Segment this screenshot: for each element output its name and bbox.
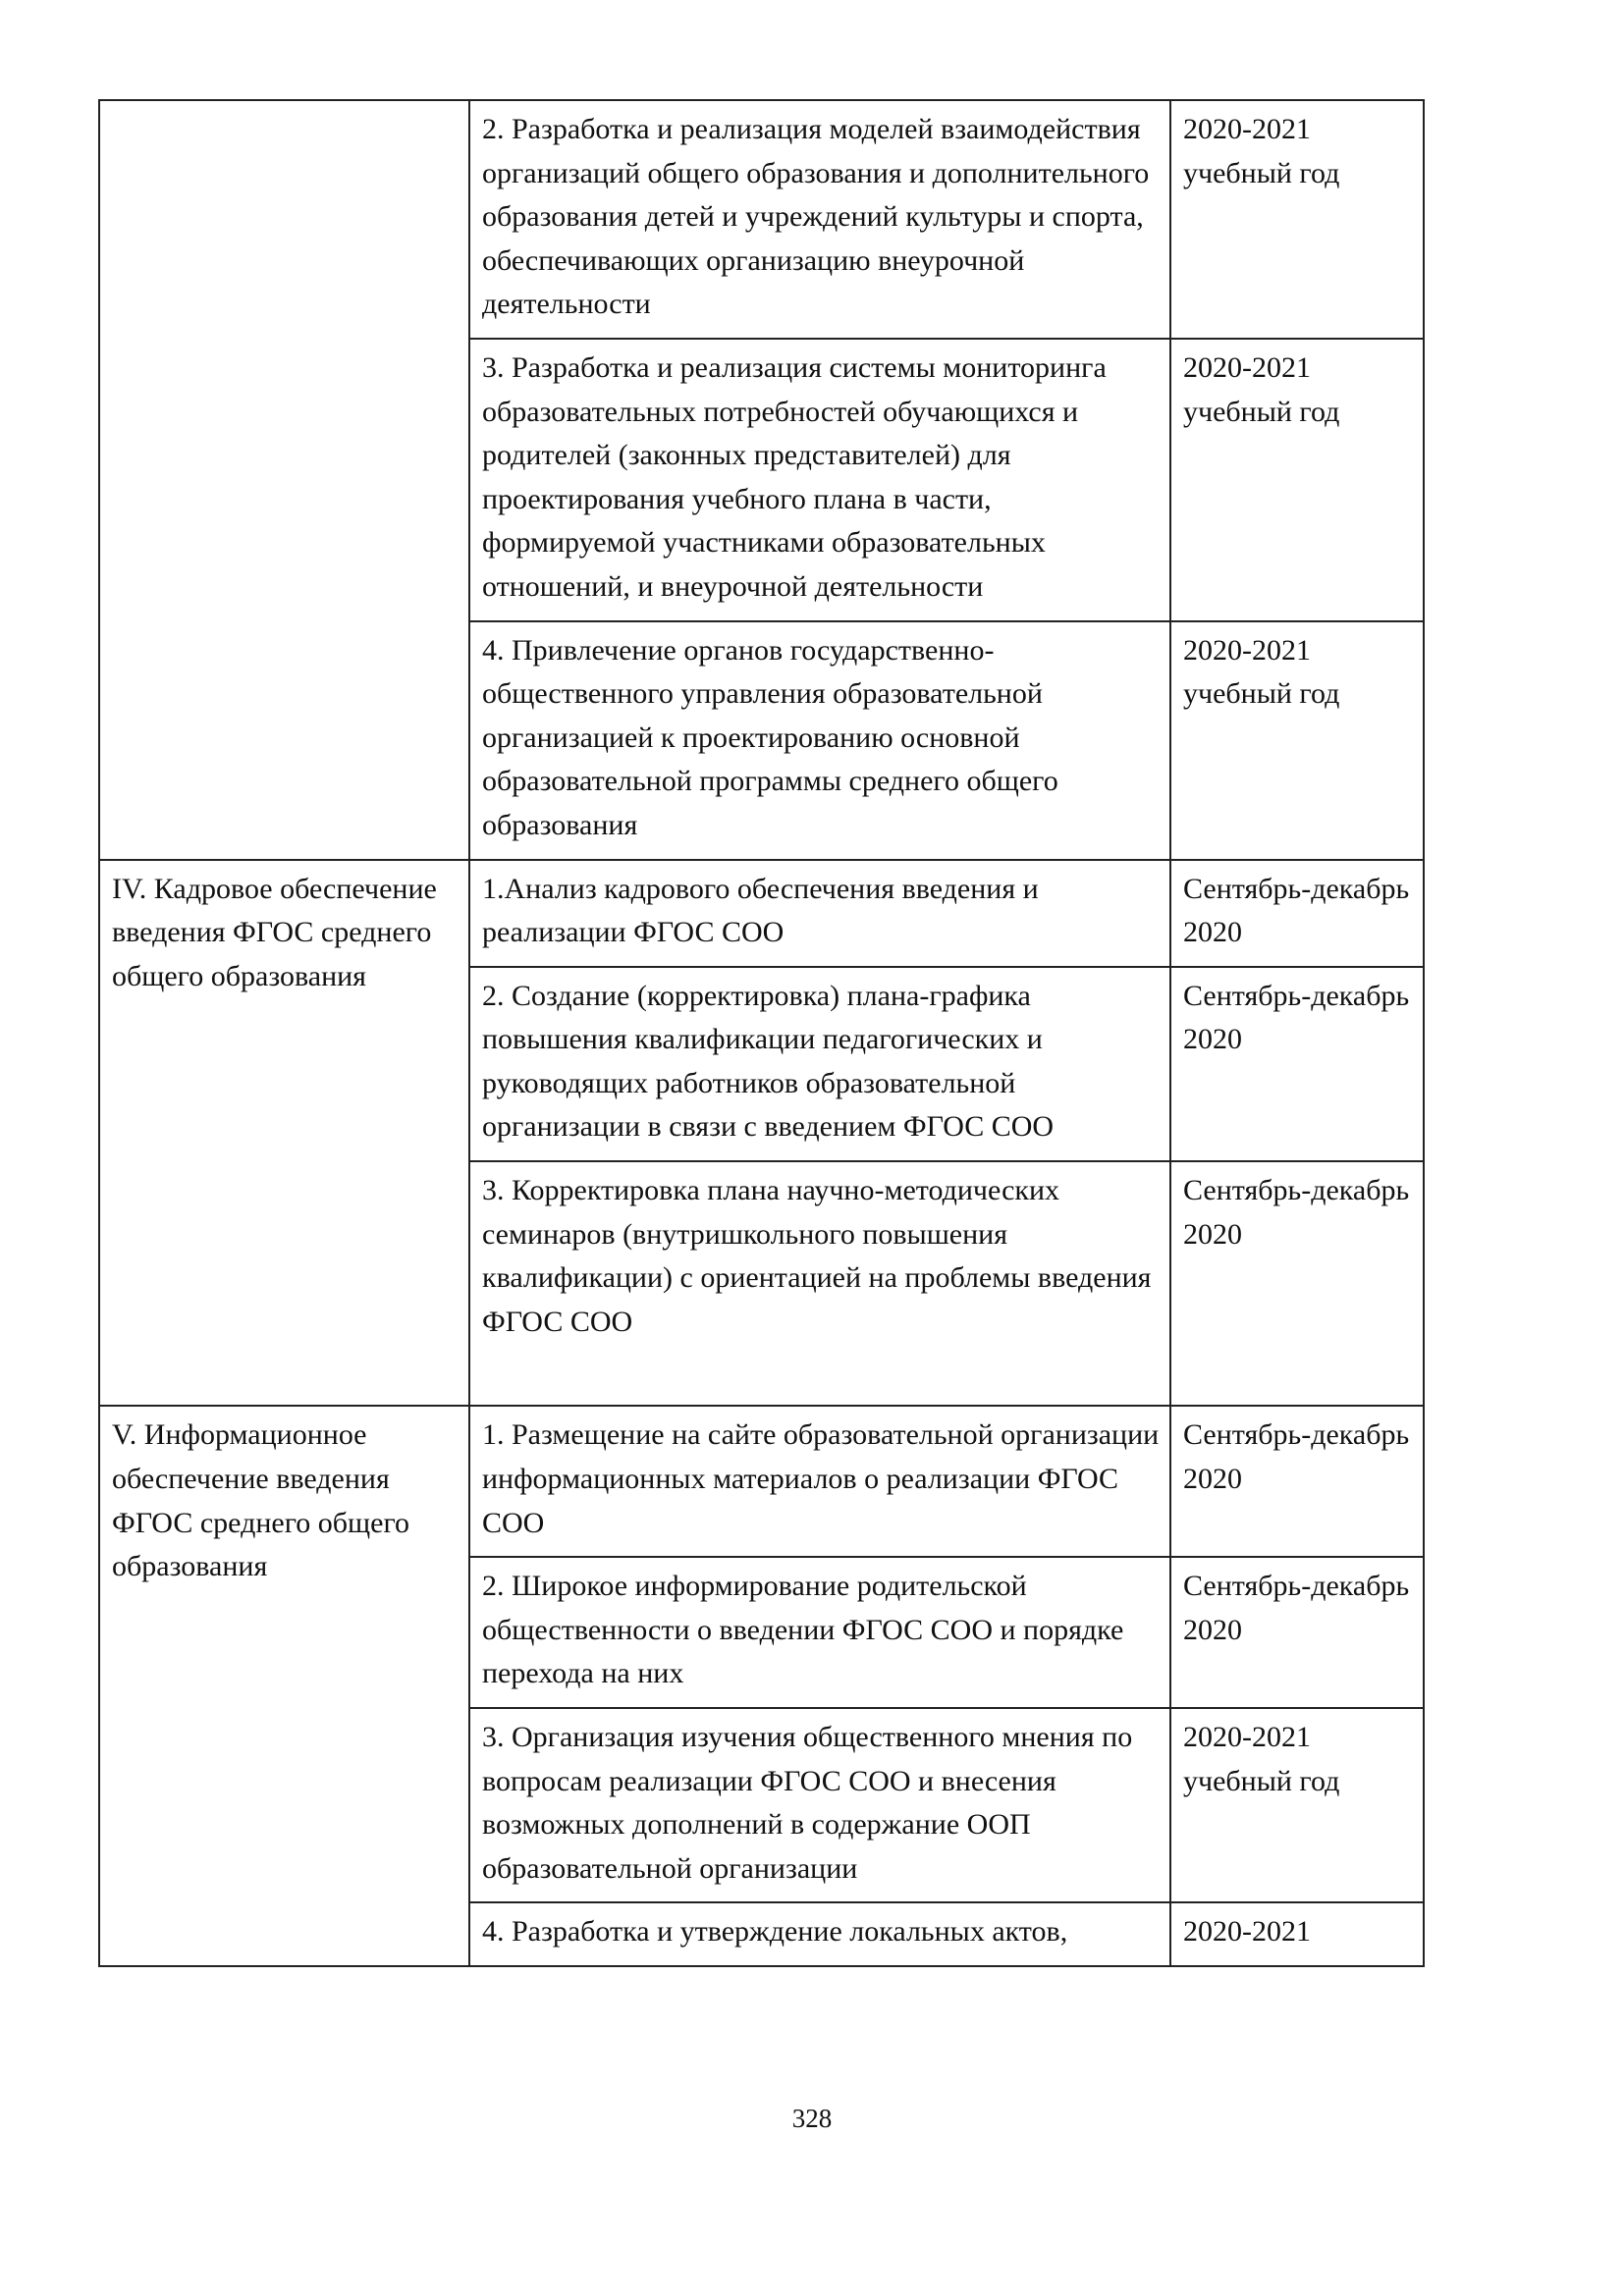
table-row [99,860,1424,967]
page-number: 328 [791,2104,833,2133]
task-cell: 3. Разработка и реализация системы мониторинга образовательных потребностей обучающихся и родителей (законных представителей) для проектирования учебного плана в части, формируемой участниками образовательных отношений, и внеурочной деятельности [469,339,1170,621]
task-cell: 2. Разработка и реализация моделей взаимодействия организаций общего образования и дополнительного образования детей и учреждений культуры и спорта, обеспечивающих организацию внеурочной деятельности [469,100,1170,339]
task-cell: 2. Создание (корректировка) плана-графика повышения квалификации педагогических и руководящих работников образовательной организации в связи с введением ФГОС СОО [469,967,1170,1161]
term-cell: 2020-2021 учебный год [1170,339,1424,621]
term-cell: Сентябрь-декабрь 2020 [1170,1557,1424,1708]
term-cell: Сентябрь-декабрь 2020 [1170,1406,1424,1557]
term-cell: Сентябрь-декабрь 2020 [1170,860,1424,967]
task-cell: 1.Анализ кадрового обеспечения введения и реализации ФГОС СОО [469,860,1170,967]
task-cell: 4. Привлечение органов государственно-общественного управления образовательной организацией к проектированию основной образовательной программы среднего общего образования [469,621,1170,860]
task-cell: 2. Широкое информирование родительской общественности о введении ФГОС СОО и порядке перехода на них [469,1557,1170,1708]
term-cell: 2020-2021 [1170,1902,1424,1966]
table-row [99,100,1424,339]
task-cell: 1. Размещение на сайте образовательной организации информационных материалов о реализации ФГОС СОО [469,1406,1170,1557]
term-cell: 2020-2021 учебный год [1170,100,1424,339]
task-cell: 4. Разработка и утверждение локальных актов, [469,1902,1170,1966]
implementation-plan-table [98,99,1425,1967]
term-cell: Сентябрь-декабрь 2020 [1170,967,1424,1161]
task-cell: 3. Организация изучения общественного мнения по вопросам реализации ФГОС СОО и внесения возможных дополнений в содержание ООП образовательной организации [469,1708,1170,1902]
term-cell: Сентябрь-декабрь 2020 [1170,1161,1424,1406]
stage-cell: IV. Кадровое обеспечение введения ФГОС среднего общего образования [99,860,469,1407]
task-cell: 3. Корректировка плана научно-методических семинаров (внутришкольного повышения квалификации) с ориентацией на проблемы введения ФГОС СОО [469,1161,1170,1406]
term-cell: 2020-2021 учебный год [1170,621,1424,860]
stage-cell: V. Информационное обеспечение введения ФГОС среднего общего образования [99,1406,469,1966]
table-row [99,1406,1424,1557]
stage-cell [99,100,469,860]
term-cell: 2020-2021 учебный год [1170,1708,1424,1902]
